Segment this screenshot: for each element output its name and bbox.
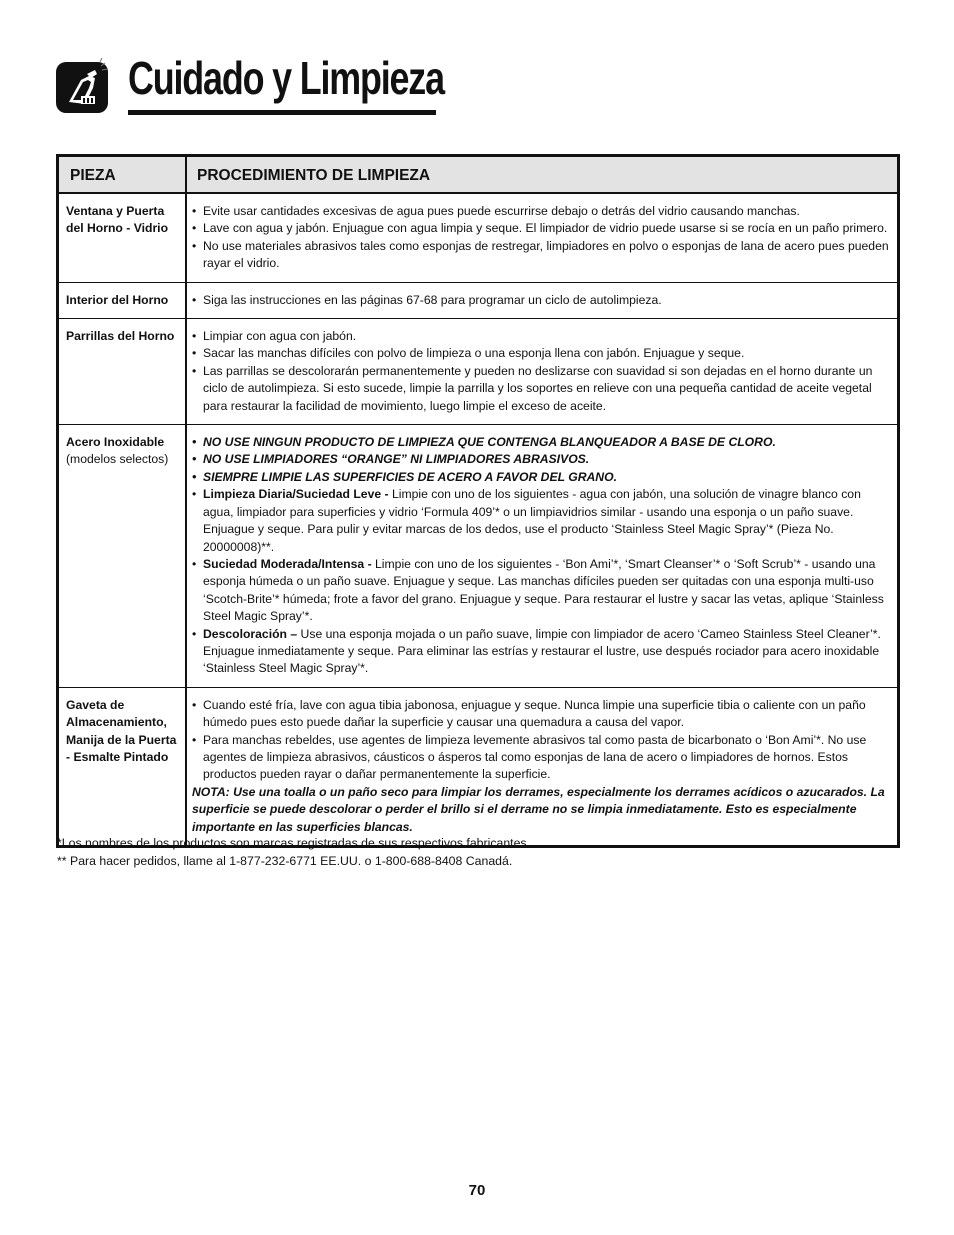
footnote: ** Para hacer pedidos, llame al 1-877-232-6771 EE.UU. o 1-800-688-8408 Canadá. <box>57 854 513 868</box>
list-item: • Sacar las manchas difíciles con polvo de limpieza o una esponja llena con jabón. Enjuague y seque. <box>191 345 891 362</box>
table-header-row <box>58 156 899 194</box>
piece-cell: Interior del Horno <box>58 282 187 318</box>
cleaning-spray-icon <box>55 58 111 114</box>
item-lead: Suciedad Moderada/Intensa - <box>203 556 372 571</box>
item-text: Limpie con uno de los siguientes - agua con jabón, una solución de vinagre blanco con agua, limpiador para superficies y vidrio ‘Formula 409’* o un limpiavidrios similar - usando una esponja o un paño suave. Enjuague y seque. Para pulir y evitar marcas de los dedos, use el producto ‘Stainless Steel Magic Spray’* (Pieza No. 20000008)**. <box>203 487 861 554</box>
table-row <box>58 193 899 282</box>
column-header-piece: PIEZA <box>58 156 187 194</box>
column-header-procedure: PROCEDIMIENTO DE LIMPIEZA <box>186 156 899 194</box>
list-item: • Siga las instrucciones en las páginas 67-68 para programar un ciclo de autolimpieza. <box>191 292 891 309</box>
page-number: 70 <box>468 1182 486 1199</box>
item-lead: Descoloración – <box>203 626 298 641</box>
warning-item: • SIEMPRE LIMPIE LAS SUPERFICIES DE ACERO A FAVOR DEL GRANO. <box>191 469 891 486</box>
list-item <box>191 626 891 678</box>
piece-cell: Gaveta de Almacenamiento, Manija de la Puerta - Esmalte Pintado <box>58 687 187 846</box>
cleaning-table <box>56 154 900 848</box>
list-item: • Evite usar cantidades excesivas de agua pues puede escurrirse debajo o detrás del vidrio causando manchas. <box>191 203 891 220</box>
list-item: • Para manchas rebeldes, use agentes de limpieza levemente abrasivos tal como pasta de bicarbonato o ‘Bon Ami’*. No use agentes de limpieza abrasivos, cáusticos o ásperos tal como esponjas de lana de acero o limpiadores de hornos. Estos productos pueden rayar o dañar permanentemente la superficie. <box>191 732 891 784</box>
procedure-cell <box>186 425 899 688</box>
procedure-cell <box>186 319 899 425</box>
item-text: Use una esponja mojada o un paño suave, limpie con limpiador de acero ‘Cameo Stainless Steel Cleaner’*. Enjuague inmediatamente y seque. Para eliminar las estrías y restaurar el lustre, use después rociador para acero inoxidable ‘Stainless Steel Magic Spray’*. <box>203 626 881 676</box>
warning-item: • NO USE LIMPIADORES “ORANGE” NI LIMPIADORES ABRASIVOS. <box>191 451 891 468</box>
list-item: • Las parrillas se descolorarán permanentemente y pueden no deslizarse con suavidad si son dejadas en el horno durante un ciclo de autolimpieza. Si esto sucede, limpie la parrilla y los soportes en relieve con una pequeña cantidad de aceite vegetal para restaurar la facilidad de movimiento, luego limpie el exceso de aceite. <box>191 363 891 415</box>
procedure-cell <box>186 687 899 846</box>
piece-cell: Ventana y Puerta del Horno - Vidrio <box>58 193 187 282</box>
piece-cell <box>58 425 187 688</box>
footnote: *Los nombres de los productos son marcas registradas de sus respectivos fabricantes. <box>57 836 530 850</box>
page-title: Cuidado y Limpieza <box>128 52 444 104</box>
item-text: Limpie con uno de los siguientes - ‘Bon Ami’*, ‘Smart Cleanser’* o ‘Soft Scrub’* - usando una esponja húmeda o un paño suave. Enjuague y seque. Las manchas difíciles pueden ser quitadas con una esponja multi-uso ‘Scotch-Brite’* húmeda; frote a favor del grano. Enjuague y seque. Para restaurar el lustre y sacar las vetas, aplique ‘Stainless Steel Magic Spray’*. <box>203 556 884 624</box>
list-item: • Lave con agua y jabón. Enjuague con agua limpia y seque. El limpiador de vidrio puede usarse si se rocía en un paño primero. <box>191 220 891 237</box>
piece-label: Acero Inoxidable <box>66 435 165 450</box>
piece-cell: Parrillas del Horno <box>58 319 187 425</box>
table-row <box>58 687 899 846</box>
table-row <box>58 425 899 688</box>
list-item: • Limpiar con agua con jabón. <box>191 328 891 345</box>
title-underline <box>128 110 436 115</box>
list-item <box>191 556 891 626</box>
list-item <box>191 486 891 556</box>
table-row <box>58 319 899 425</box>
footnotes <box>57 834 530 870</box>
table-row <box>58 282 899 318</box>
list-item: • Cuando esté fría, lave con agua tibia jabonosa, enjuague y seque. Nunca limpie una superficie tibia o caliente con un paño húmedo pues esto puede dañar la superficie y causar una quemadura a causa del vapor. <box>191 697 891 732</box>
piece-sublabel: (modelos selectos) <box>66 452 169 467</box>
warning-item: • NO USE NINGUN PRODUCTO DE LIMPIEZA QUE CONTENGA BLANQUEADOR A BASE DE CLORO. <box>191 434 891 451</box>
page-header <box>55 52 444 115</box>
note-text: NOTA: Use una toalla o un paño seco para limpiar los derrames, especialmente los derrames acídicos o azucarados. La superficie se puede descolorar o perder el brillo si el derrame no se limpia inmediatamente. Esto es especialmente importante en las superficies blancas. <box>192 784 885 834</box>
list-item: • No use materiales abrasivos tales como esponjas de restregar, limpiadores en polvo o esponjas de lana de acero pues pueden rayar el vidrio. <box>191 238 891 273</box>
procedure-cell <box>186 282 899 318</box>
item-lead: Limpieza Diaria/Suciedad Leve - <box>203 487 389 502</box>
procedure-cell <box>186 193 899 282</box>
